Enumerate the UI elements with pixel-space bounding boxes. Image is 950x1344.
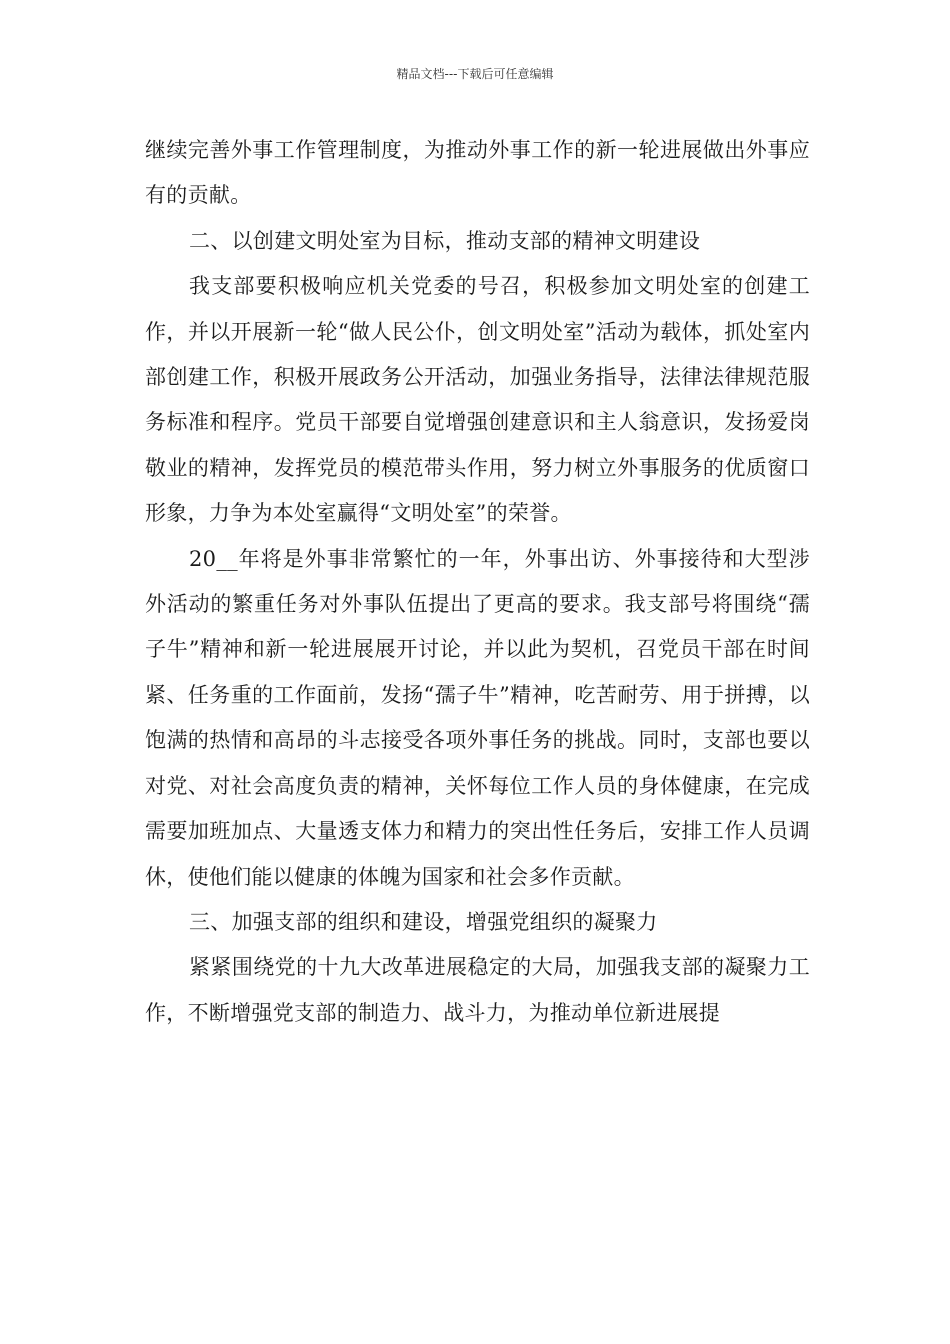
paragraph-continuation: 继续完善外事工作管理制度，为推动外事工作的新一轮进展做出外事应有的贡献。 [145, 138, 810, 208]
paragraph-cohesion: 紧紧围绕党的十九大改革进展稳定的大局，加强我支部的凝聚力工作，不断增强党支部的制造力、战斗力，为推动单位新进展提 [145, 955, 810, 1025]
paragraph-year-plan: 20__年将是外事非常繁忙的一年，外事出访、外事接待和大型涉外活动的繁重任务对外事队伍提出了更高的要求。我支部号将围绕“孺子牛”精神和新一轮进展展开讨论，并以此为契机，召党员干部在时间紧、任务重的工作面前，发扬“孺子牛”精神，吃苦耐劳、用于拼搏，以饱满的热情和高昂的斗志接受各项外事任务的挑战。同时，支部也要以对党、对社会高度负责的精神，关怀每位工作人员的身体健康，在完成需要加班加点、大量透支体力和精力的突出性任务后，安排工作人员调休，使他们能以健康的体魄为国家和社会多作贡献。 [145, 546, 810, 889]
document-body [145, 128, 810, 1036]
section-heading-3: 三、加强支部的组织和建设，增强党组织的凝聚力 [189, 909, 658, 934]
section-heading-2: 二、以创建文明处室为目标，推动支部的精神文明建设 [189, 228, 701, 253]
page-header: 精品文档---下载后可任意编辑 [396, 67, 554, 81]
paragraph-civilization: 我支部要积极响应机关党委的号召，积极参加文明处室的创建工作，并以开展新一轮“做人民公仆，创文明处室”活动为载体，抓处室内部创建工作，积极开展政务公开活动，加强业务指导，法律法律规范服务标准和程序。党员干部要自觉增强创建意识和主人翁意识，发扬爱岗敬业的精神，发挥党员的模范带头作用，努力树立外事服务的优质窗口形象，力争为本处室赢得“文明处室”的荣誉。 [145, 274, 810, 526]
